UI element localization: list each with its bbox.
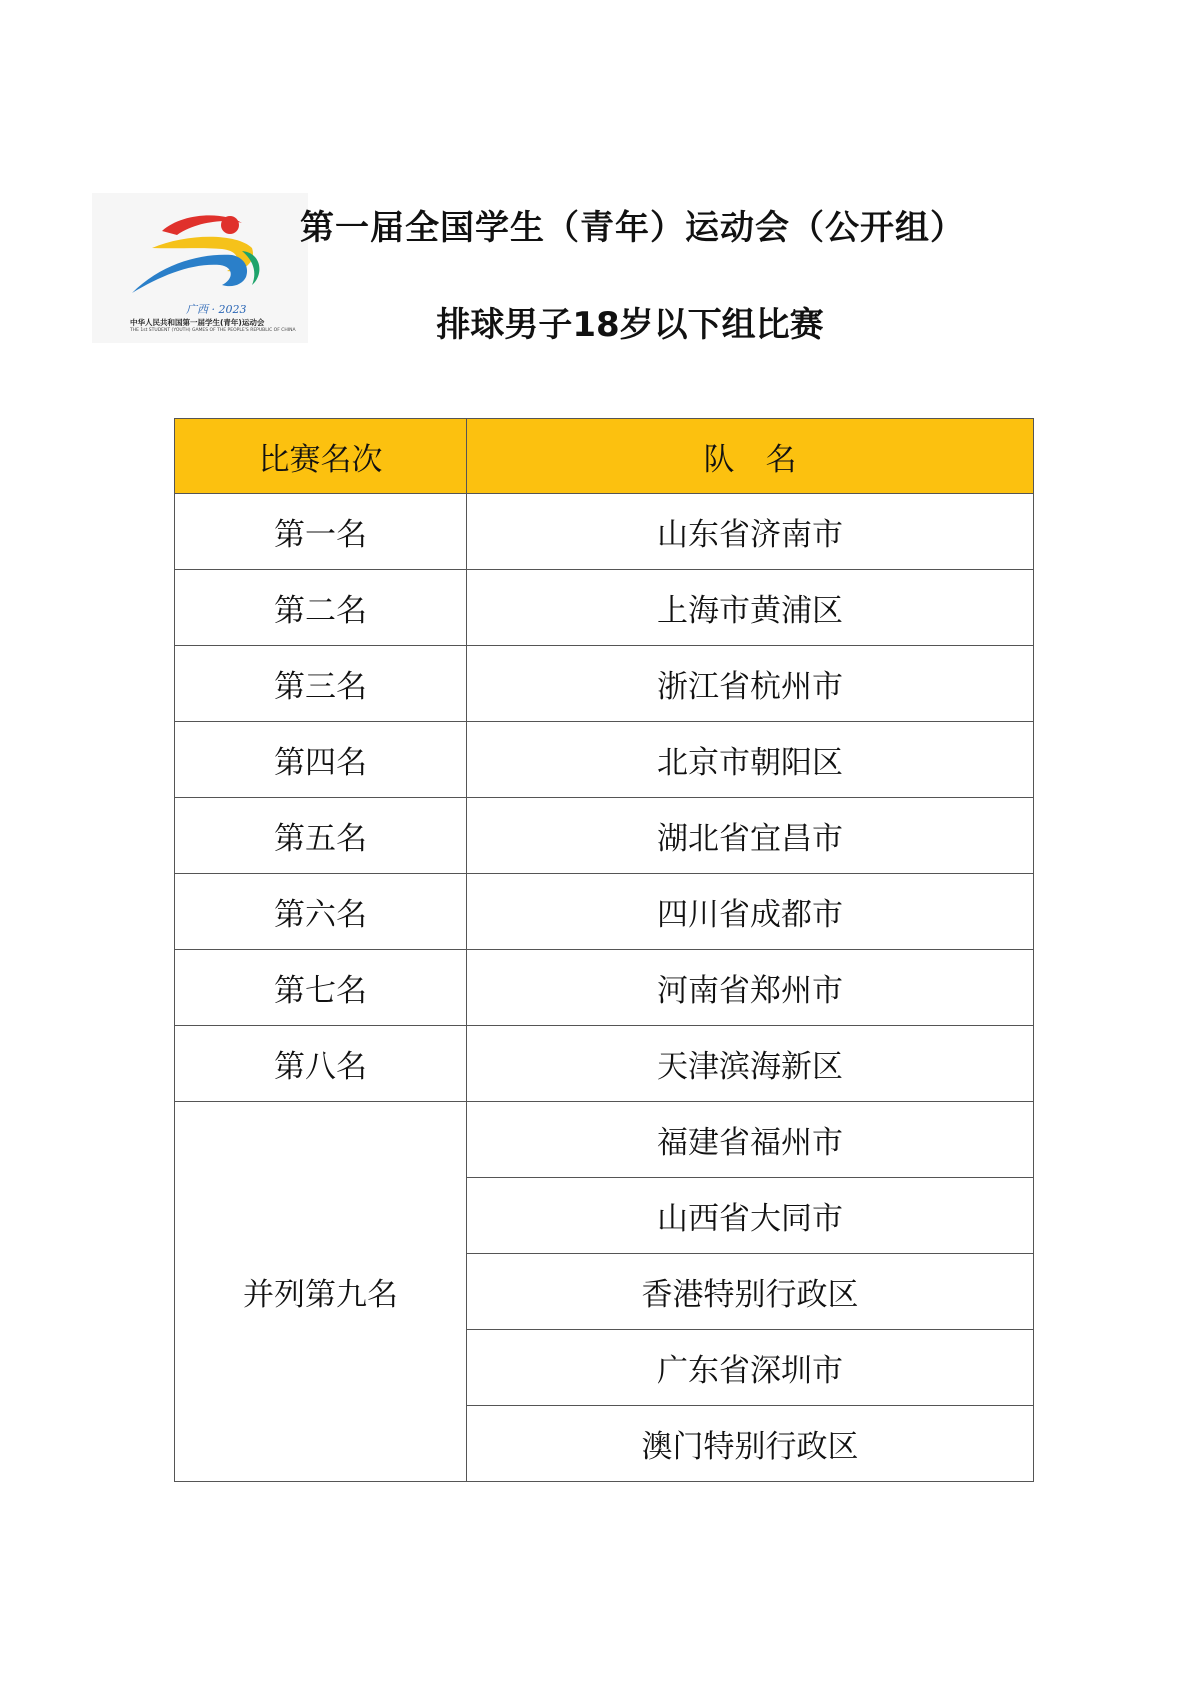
table-row bbox=[175, 646, 1034, 722]
team-cell: 福建省福州市 bbox=[467, 1102, 1034, 1178]
rank-cell: 第五名 bbox=[175, 798, 467, 874]
team-cell: 四川省成都市 bbox=[467, 874, 1034, 950]
team-cell: 上海市黄浦区 bbox=[467, 570, 1034, 646]
table-row bbox=[175, 494, 1034, 570]
rank-cell: 第四名 bbox=[175, 722, 467, 798]
rank-cell: 第七名 bbox=[175, 950, 467, 1026]
table-row bbox=[175, 722, 1034, 798]
rank-cell: 第八名 bbox=[175, 1026, 467, 1102]
rank-cell: 第六名 bbox=[175, 874, 467, 950]
team-cell: 山西省大同市 bbox=[467, 1178, 1034, 1254]
table-row bbox=[175, 1026, 1034, 1102]
header-team: 队 名 bbox=[467, 419, 1034, 494]
team-cell: 天津滨海新区 bbox=[467, 1026, 1034, 1102]
title-line-1: 第一届全国学生（青年）运动会（公开组） bbox=[300, 208, 965, 248]
team-cell: 山东省济南市 bbox=[467, 494, 1034, 570]
logo-chinese-name: 中华人民共和国第一届学生(青年)运动会 bbox=[130, 318, 265, 327]
table-row bbox=[175, 950, 1034, 1026]
table-row bbox=[175, 874, 1034, 950]
rank-cell: 第一名 bbox=[175, 494, 467, 570]
table-row bbox=[175, 570, 1034, 646]
team-cell: 浙江省杭州市 bbox=[467, 646, 1034, 722]
games-emblem-icon bbox=[92, 193, 308, 303]
table-header-row bbox=[175, 419, 1034, 494]
team-cell: 香港特别行政区 bbox=[467, 1254, 1034, 1330]
team-cell: 湖北省宜昌市 bbox=[467, 798, 1034, 874]
team-cell: 北京市朝阳区 bbox=[467, 722, 1034, 798]
title-line-2: 排球男子18岁以下组比赛 bbox=[436, 305, 824, 345]
team-cell: 河南省郑州市 bbox=[467, 950, 1034, 1026]
team-cell: 广东省深圳市 bbox=[467, 1330, 1034, 1406]
logo-english-name: THE 1st STUDENT (YOUTH) GAMES OF THE PEOPLE'S REPUBLIC OF CHINA bbox=[130, 328, 296, 333]
table-row bbox=[175, 1102, 1034, 1178]
results-table bbox=[174, 418, 1034, 1482]
games-logo bbox=[92, 193, 308, 343]
logo-city-year: 广西 · 2023 bbox=[186, 303, 247, 316]
rank-cell: 第三名 bbox=[175, 646, 467, 722]
header-rank: 比赛名次 bbox=[175, 419, 467, 494]
team-cell: 澳门特别行政区 bbox=[467, 1406, 1034, 1482]
tied-rank-cell: 并列第九名 bbox=[175, 1102, 467, 1482]
table-row bbox=[175, 798, 1034, 874]
rank-cell: 第二名 bbox=[175, 570, 467, 646]
